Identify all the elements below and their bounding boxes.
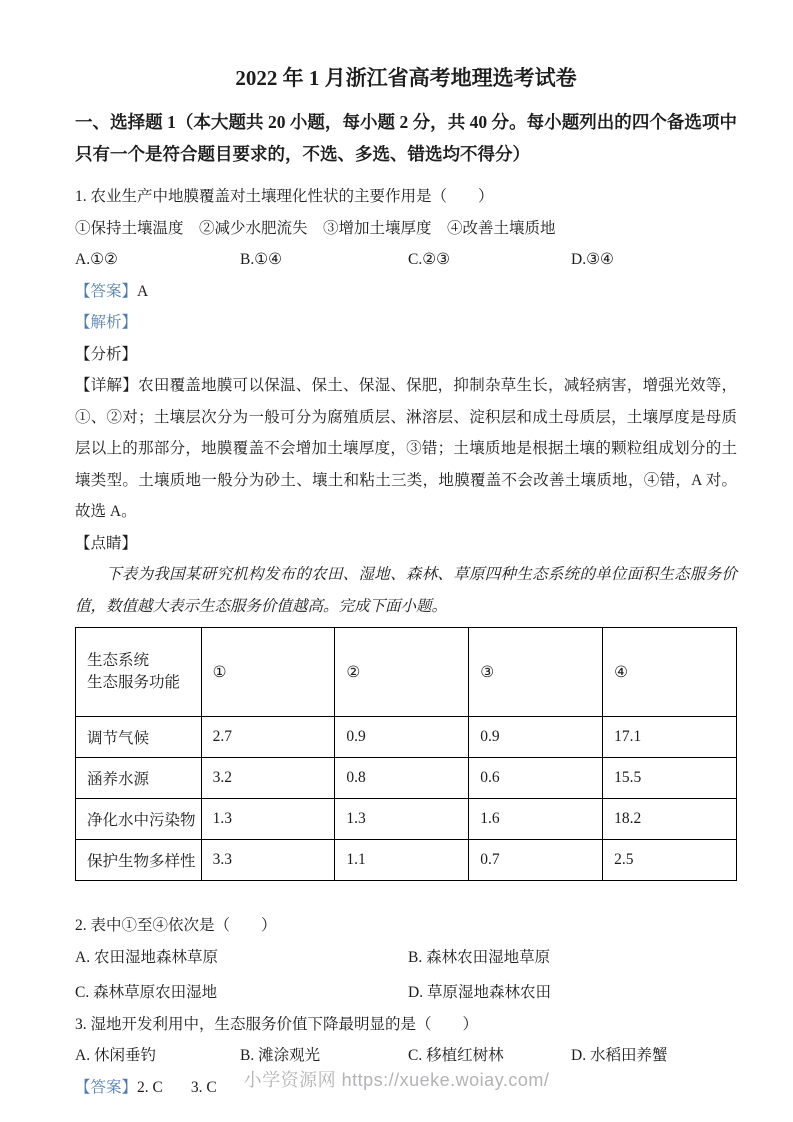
table-row	[76, 717, 737, 758]
cell-value: 2.5	[603, 840, 737, 881]
fenxi-label: 【分析】	[75, 345, 138, 363]
cell-value: 1.1	[335, 840, 469, 881]
q2-choice-b: B. 森林农田湿地草原	[408, 948, 551, 966]
cell-value: 0.8	[335, 758, 469, 799]
answer-1-value: A	[137, 282, 149, 300]
table-row	[76, 840, 737, 881]
q2-choice-d: D. 草原湿地森林农田	[408, 984, 551, 1001]
table-intro: 下表为我国某研究机构发布的农田、湿地、森林、草原四种生态系统的单位面积生态服务价值，数值越大表示生态服务价值越高。完成下面小题。	[75, 566, 737, 615]
cell-value: 1.3	[201, 799, 335, 840]
q3-choice-d: D. 水稻田养蟹	[571, 1047, 668, 1064]
q2-choice-c: C. 森林草原农田湿地	[75, 984, 218, 1001]
corner-label-bottom: 生态服务功能	[87, 674, 181, 691]
row-label: 净化水中污染物	[76, 799, 202, 840]
q1-choice-a: A.①②	[75, 251, 118, 268]
q3-choice-c: C. 移植红树林	[408, 1047, 504, 1064]
page-content	[75, 0, 737, 1103]
table-header-row	[76, 628, 737, 717]
table-corner-cell	[76, 628, 202, 717]
q1-choice-b: B.①④	[240, 251, 283, 268]
jiexi-label: 【解析】	[75, 314, 138, 331]
col-header-4: ④	[603, 628, 737, 717]
question-3-text: 3. 湿地开发利用中，生态服务价值下降最明显的是（ ）	[75, 1015, 479, 1033]
q2-choice-a: A. 农田湿地森林草原	[75, 948, 218, 966]
cell-value: 0.9	[335, 717, 469, 758]
col-header-3: ③	[469, 628, 603, 717]
q1-choice-d: D.③④	[571, 251, 614, 268]
col-header-1: ①	[201, 628, 335, 717]
cell-value: 3.2	[201, 758, 335, 799]
question-2-choices	[75, 942, 737, 1009]
eco-service-table	[75, 627, 737, 881]
cell-value: 0.9	[469, 717, 603, 758]
cell-value: 17.1	[603, 717, 737, 758]
q1-choice-c: C.②③	[408, 251, 451, 268]
cell-value: 3.3	[201, 840, 335, 881]
table-row	[76, 758, 737, 799]
cell-value: 0.7	[469, 840, 603, 881]
answer-2-3-label: 【答案】	[75, 1078, 138, 1096]
dianjing-label: 【点睛】	[75, 534, 138, 552]
cell-value: 1.3	[335, 799, 469, 840]
q3-choice-b: B. 滩涂观光	[240, 1047, 321, 1064]
cell-value: 0.6	[469, 758, 603, 799]
cell-value: 1.6	[469, 799, 603, 840]
page-title: 2022 年 1 月浙江省高考地理选考试卷	[235, 66, 577, 90]
col-header-2: ②	[335, 628, 469, 717]
question-2-text: 2. 表中①至④依次是（ ）	[75, 917, 277, 934]
cell-value: 15.5	[603, 758, 737, 799]
detail-paragraph: 【详解】农田覆盖地膜可以保温、保土、保湿、保肥，抑制杂草生长，减轻病害，增强光效等，①、②对；土壤层次分为一般可分为腐殖质层、淋溶层、淀积层和成土母质层，土壤厚度是母质层以上的那部分，地膜覆盖不会增加土壤厚度，③错；土壤质地是根据土壤的颗粒组成划分的土壤类型。土壤质地一般分为砂土、壤土和粘土三类，地膜覆盖不会改善土壤质地，④错，A 对。故选 A。	[75, 377, 737, 520]
row-label: 涵养水源	[76, 758, 202, 799]
q3-choice-a: A. 休闲垂钓	[75, 1047, 156, 1064]
answer-2-value: 2. C	[137, 1078, 163, 1096]
answer-1-line	[75, 276, 737, 308]
answer-3-value: 3. C	[190, 1078, 217, 1096]
question-1-items: ①保持土壤温度 ②减少水肥流失 ③增加土壤厚度 ④改善土壤质地	[75, 219, 556, 237]
row-label: 调节气候	[76, 717, 202, 758]
cell-value: 18.2	[603, 799, 737, 840]
cell-value: 2.7	[201, 717, 335, 758]
answer-1-label: 【答案】	[75, 282, 138, 300]
corner-label-top: 生态系统	[87, 652, 150, 669]
question-1-choices	[75, 244, 737, 276]
section-header: 一、选择题 1（本大题共 20 小题，每小题 2 分，共 40 分。每小题列出的四个备选项中只有一个是符合题目要求的，不选、多选、错选均不得分）	[75, 112, 737, 164]
table-row	[76, 799, 737, 840]
question-1-text: 1. 农业生产中地膜覆盖对土壤理化性状的主要作用是（ ）	[75, 188, 494, 205]
row-label: 保护生物多样性	[76, 840, 202, 881]
footer-watermark-link[interactable]: 小学资源网 https://xueke.woiay.com/	[243, 1070, 550, 1090]
